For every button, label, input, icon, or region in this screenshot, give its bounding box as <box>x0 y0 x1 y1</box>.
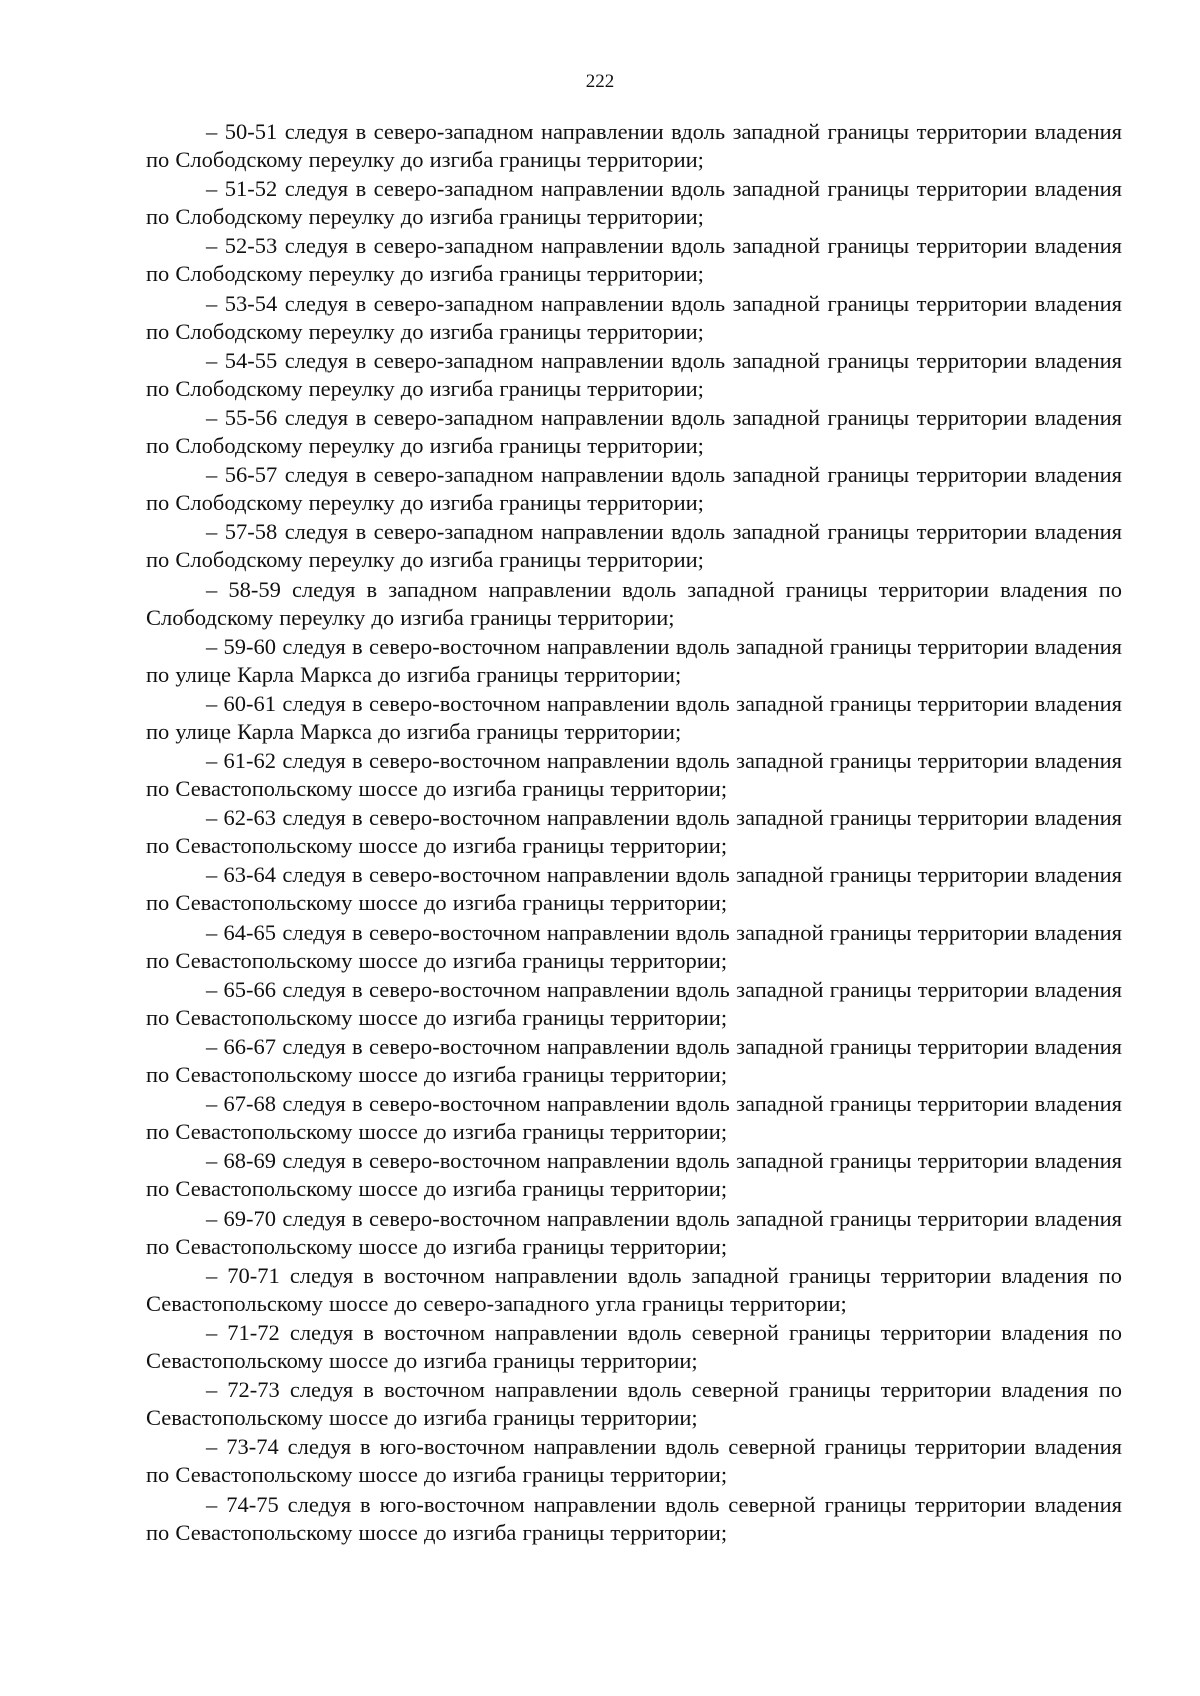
boundary-segment-paragraph: – 51-52 следуя в северо-западном направлении вдоль западной границы территории владения по Слободскому переулку до изгиба границы территории; <box>146 176 1122 230</box>
boundary-segment-paragraph: – 55-56 следуя в северо-западном направлении вдоль западной границы территории владения по Слободскому переулку до изгиба границы территории; <box>146 404 1122 458</box>
boundary-segment-paragraph: – 62-63 следуя в северо-восточном направлении вдоль западной границы территории владения по Севастопольскому шоссе до изгиба границы территории; <box>146 805 1122 859</box>
boundary-segment-paragraph: – 70-71 следуя в восточном направлении вдоль западной границы территории владения по Севастопольскому шоссе до северо-западного угла границы территории; <box>146 1262 1122 1316</box>
boundary-segment-paragraph: – 66-67 следуя в северо-восточном направлении вдоль западной границы территории владения по Севастопольскому шоссе до изгиба границы территории; <box>146 1034 1122 1087</box>
boundary-segment-paragraph: – 65-66 следуя в северо-восточном направлении вдоль западной границы территории владения по Севастопольскому шоссе до изгиба границы территории; <box>146 976 1122 1030</box>
boundary-segment-paragraph: – 54-55 следуя в северо-западном направлении вдоль западной границы территории владения по Слободскому переулку до изгиба границы территории; <box>146 347 1122 401</box>
boundary-segment-paragraph: – 56-57 следуя в северо-западном направлении вдоль западной границы территории владения по Слободскому переулку до изгиба границы территории; <box>146 462 1122 516</box>
boundary-segment-paragraph: – 68-69 следуя в северо-восточном направлении вдоль западной границы территории владения по Севастопольскому шоссе до изгиба границы территории; <box>146 1148 1122 1202</box>
boundary-segment-paragraph: – 61-62 следуя в северо-восточном направлении вдоль западной границы территории владения по Севастопольскому шоссе до изгиба границы территории; <box>146 748 1122 802</box>
boundary-segment-paragraph: – 59-60 следуя в северо-восточном направлении вдоль западной границы территории владения по улице Карла Маркса до изгиба границы территории; <box>146 633 1122 687</box>
boundary-segment-paragraph: – 58-59 следуя в западном направлении вдоль западной границы территории владения по Слободскому переулку до изгиба границы территории; <box>146 576 1122 630</box>
page-number: 222 <box>585 71 615 92</box>
boundary-description-list <box>146 118 1122 1547</box>
boundary-segment-paragraph: – 69-70 следуя в северо-восточном направлении вдоль западной границы территории владения по Севастопольскому шоссе до изгиба границы территории; <box>146 1205 1122 1259</box>
boundary-segment-paragraph: – 74-75 следуя в юго-восточном направлении вдоль северной границы территории владения по Севастопольскому шоссе до изгиба границы территории; <box>146 1491 1122 1545</box>
boundary-segment-paragraph: – 72-73 следуя в восточном направлении вдоль северной границы территории владения по Севастопольскому шоссе до изгиба границы территории; <box>146 1377 1122 1431</box>
boundary-segment-paragraph: – 60-61 следуя в северо-восточном направлении вдоль западной границы территории владения по улице Карла Маркса до изгиба границы территории; <box>146 690 1122 744</box>
boundary-segment-paragraph: – 71-72 следуя в восточном направлении вдоль северной границы территории владения по Севастопольскому шоссе до изгиба границы территории; <box>146 1319 1122 1373</box>
boundary-segment-paragraph: – 73-74 следуя в юго-восточном направлении вдоль северной границы территории владения по Севастопольскому шоссе до изгиба границы территории; <box>146 1434 1122 1488</box>
boundary-segment-paragraph: – 50-51 следуя в северо-западном направлении вдоль западной границы территории владения по Слободскому переулку до изгиба границы территории; <box>146 119 1122 172</box>
boundary-segment-paragraph: – 67-68 следуя в северо-восточном направлении вдоль западной границы территории владения по Севастопольскому шоссе до изгиба границы территории; <box>146 1091 1122 1145</box>
boundary-segment-paragraph: – 63-64 следуя в северо-восточном направлении вдоль западной границы территории владения по Севастопольскому шоссе до изгиба границы территории; <box>146 862 1122 916</box>
boundary-segment-paragraph: – 52-53 следуя в северо-западном направлении вдоль западной границы территории владения по Слободскому переулку до изгиба границы территории; <box>146 233 1122 287</box>
boundary-segment-paragraph: – 53-54 следуя в северо-западном направлении вдоль западной границы территории владения по Слободскому переулку до изгиба границы территории; <box>146 290 1122 344</box>
boundary-segment-paragraph: – 57-58 следуя в северо-западном направлении вдоль западной границы территории владения по Слободскому переулку до изгиба границы территории; <box>146 519 1122 573</box>
boundary-segment-paragraph: – 64-65 следуя в северо-восточном направлении вдоль западной границы территории владения по Севастопольскому шоссе до изгиба границы территории; <box>146 919 1122 973</box>
